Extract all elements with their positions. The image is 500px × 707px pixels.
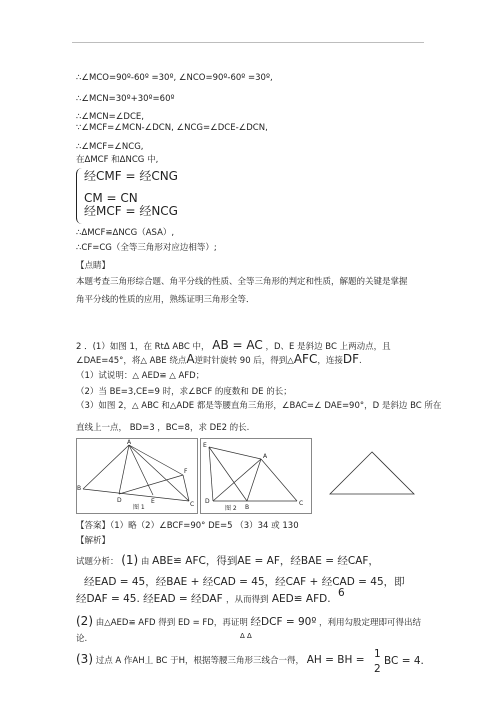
math-expr: ，得到AE = AF，经BAE = 经CAF， — [205, 555, 379, 567]
sub-question: （1）试说明：△ AED≌ △ AFD； — [76, 371, 205, 381]
math-expr: AFC — [293, 352, 318, 366]
answer-text: （1）略（2）∠BCF=90° DE=5 （3）34 或 130 — [110, 521, 299, 531]
problem-text: ，D、E 是斜边 BC 上两动点，且 — [265, 342, 391, 352]
math-expr: AB = AC — [212, 338, 263, 352]
sub-question: 直线上一点， BD=3 ，BC=8，求 DE2 的长. — [76, 423, 250, 433]
fig2-label-D: D — [205, 498, 210, 505]
figures-row — [76, 438, 428, 514]
fraction-denominator: 2 — [374, 663, 381, 675]
fig1-label-B: B — [77, 485, 82, 492]
solution-line: ∴∠MCF=∠NCG, — [76, 142, 144, 152]
problem-text: 逆时针旋转 90 后，得到△ — [194, 356, 294, 366]
math-expr: 经EAD = 经DAF — [143, 593, 223, 605]
solution-line: ∴CF=CG（全等三角形对应边相等）; — [76, 243, 217, 253]
analysis-text: 由 — [140, 557, 150, 567]
solution-line: 在ΔMCF 和ΔNCG 中, — [76, 155, 159, 165]
problem-statement — [76, 354, 362, 367]
fig2-label-B: B — [245, 504, 250, 511]
fig2-label-C: C — [299, 500, 304, 507]
analysis-delta-marks: Δ Δ — [240, 632, 252, 640]
analysis-text: 试题分析： — [76, 557, 119, 567]
sub-question: （3）如图 2，△ ABC 和△ADE 都是等腰直角三角形，∠BAC=∠ DAE=90°，D 是斜边 BC 所在 — [76, 401, 442, 411]
system-eq-2: CM = CN — [84, 191, 138, 205]
analysis-line — [76, 594, 331, 606]
fig1-label-F: F — [184, 468, 188, 475]
sub-question: （2）当 BE=3,CE=9 时，求∠BCF 的度数和 DE 的长； — [76, 387, 292, 397]
figure-1 — [76, 438, 198, 514]
analysis-line-end: BC = 4. — [384, 655, 424, 667]
problem-text: ，连接 — [317, 356, 343, 366]
comment-heading: 【点睛】 — [76, 261, 111, 271]
math-expr: DF — [342, 352, 360, 366]
figure-2 — [200, 438, 312, 514]
analysis-text: ，利用勾股定理即可得出结 — [318, 618, 421, 628]
comment-line: 角平分线的性质的应用，熟练证明三角形全等． — [76, 295, 255, 305]
math-expr: 经DAF = 45. — [76, 593, 140, 605]
system-eq-3: 经MCF = 经NCG — [84, 204, 178, 218]
answer-label: 【答案】 — [76, 521, 111, 531]
analysis-text: 由△AED≌ AFD 得到 ED = FD，再证明 — [95, 618, 248, 628]
fraction-numerator: 1 — [374, 648, 381, 660]
solution-line: ∴∠MCO=90º-60º =30º, ∠NCO=90º-60º =30º, — [76, 73, 273, 83]
problem-text: . — [359, 356, 362, 366]
analysis-line: 经EAD = 45，经BAE + 经CAD = 45，经CAF + 经CAD = 45，即 — [84, 576, 405, 588]
fig1-label-C: C — [190, 501, 195, 508]
step-number: (3) — [76, 652, 93, 666]
solution-line: ∴ΔMCF≌ΔNCG（ASA）, — [76, 228, 175, 238]
math-expr: A — [186, 352, 195, 366]
analysis-label: 【解析】 — [76, 536, 111, 546]
problem-text: ∠DAE=45°，将△ ABE 绕点 — [76, 356, 187, 366]
math-expr: ABE≌ AFC — [152, 555, 206, 567]
step-number: (2) — [76, 614, 93, 628]
answer-line — [76, 521, 299, 532]
solution-line: ∵∠MCF=∠MCN-∠DCN, ∠NCG=∠DCE-∠DCN, — [76, 123, 268, 133]
analysis-footnote: 6 — [338, 587, 345, 599]
comment-line: 本题考查三角形综合题、角平分线的性质、全等三角形的判定和性质，解题的关键是掌握 — [76, 277, 408, 287]
analysis-text: ，从而得到 — [225, 595, 269, 605]
math-expr: 经DCF = 90º — [250, 616, 317, 628]
figure-3 — [320, 438, 428, 514]
fig1-caption: 图 1 — [133, 504, 145, 511]
analysis-line — [76, 555, 379, 568]
fig1-label-E: E — [151, 498, 155, 505]
problem-text: 2 ．(1）如图 1，在 RtΔ ABC 中， — [76, 342, 210, 352]
solution-line: ∴∠MCN=30º+30º=60º — [76, 94, 175, 104]
fig1-label-A: A — [127, 439, 132, 446]
math-expr: AH = BH = — [306, 654, 365, 666]
analysis-line — [76, 654, 365, 667]
system-eq-1: 经CMF = 经CNG — [84, 169, 178, 183]
analysis-line — [76, 616, 421, 629]
step-number: (1) — [121, 553, 139, 567]
analysis-line: 论. — [76, 634, 88, 644]
math-expr: AED≌ AFD. — [271, 593, 331, 605]
fig2-label-A: A — [263, 453, 268, 460]
fig2-label-E: E — [203, 442, 207, 449]
fig2-caption: 图 2 — [225, 505, 237, 512]
analysis-text: 过点 A 作AH丄 BC 于H，根据等腰三角形三线合一得， — [95, 656, 305, 666]
solution-line: ∴∠MCN=∠DCE, — [76, 112, 144, 122]
header-rule — [72, 42, 424, 43]
fig1-label-D: D — [117, 497, 122, 504]
